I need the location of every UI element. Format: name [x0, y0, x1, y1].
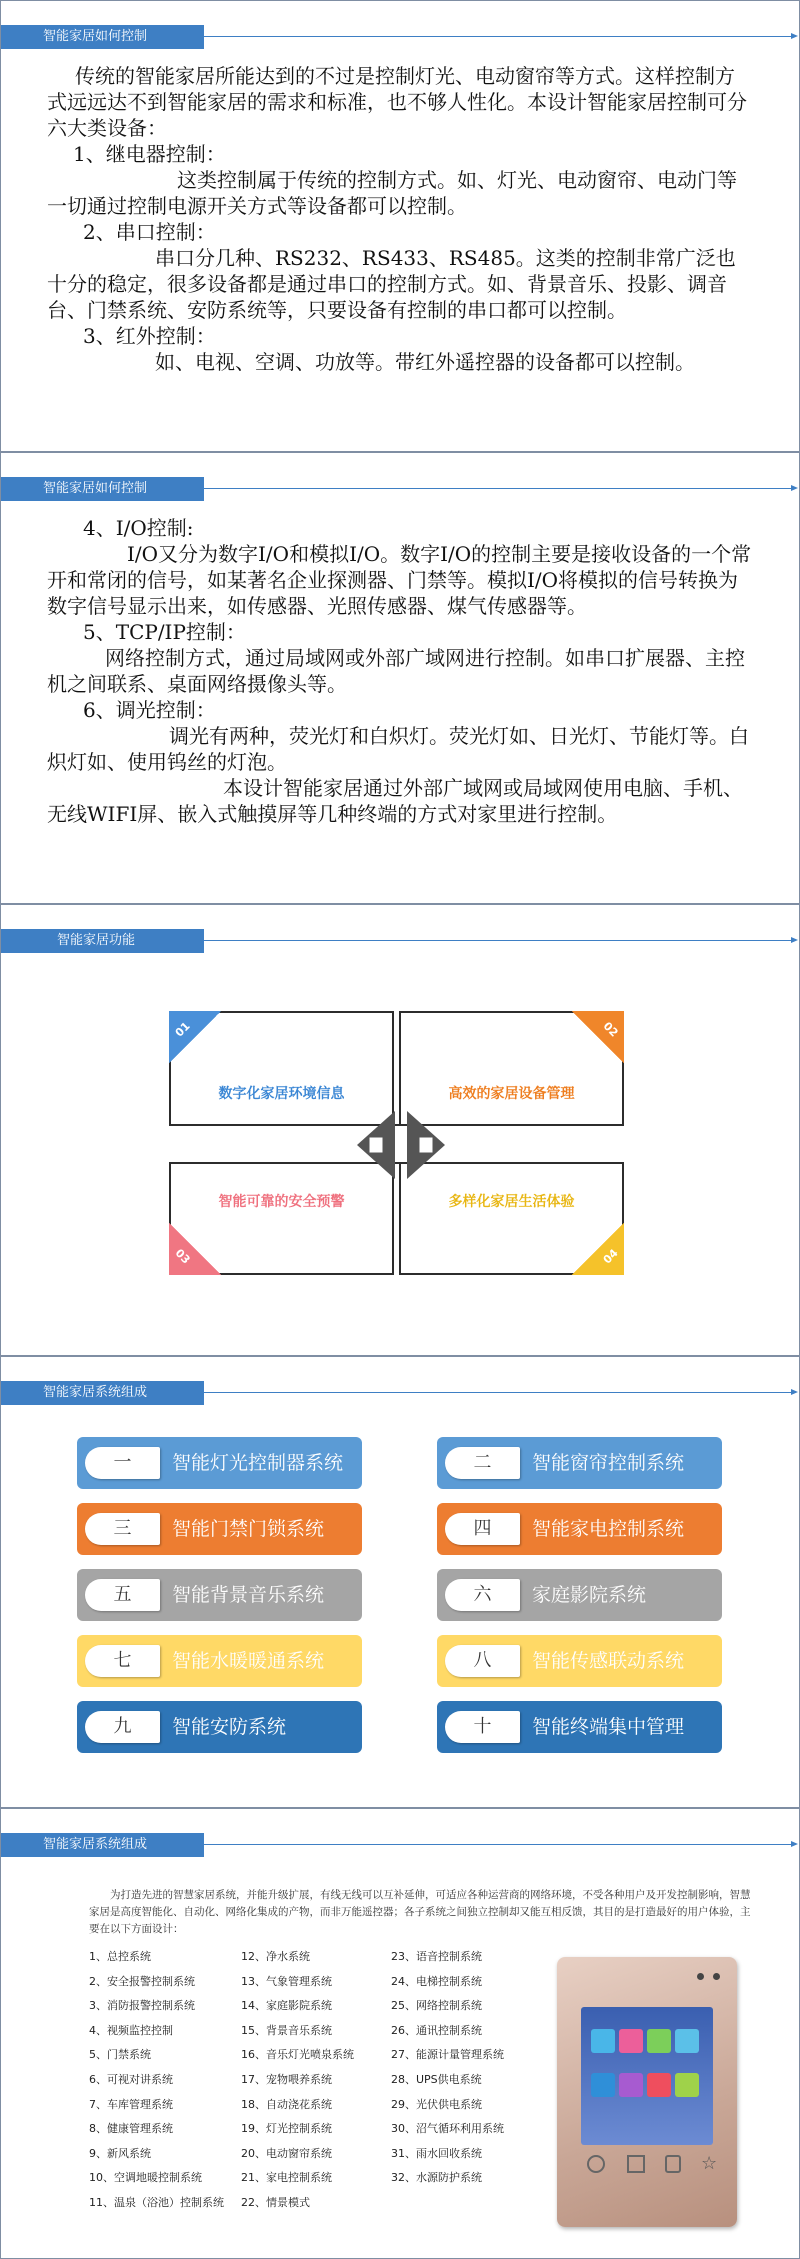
system-item-3 [77, 1503, 362, 1555]
list-item: 30、沼气循环利用系统 [391, 2122, 504, 2136]
system-item-5 [77, 1569, 362, 1621]
heading-relay: 1、继电器控制： [73, 142, 226, 166]
header-rule [204, 488, 792, 489]
list-item: 20、电动窗帘系统 [241, 2146, 332, 2160]
feature-list-col2 [241, 1945, 354, 2216]
center-diamonds [351, 1095, 451, 1195]
item-name: 智能终端集中管理 [532, 1716, 685, 1738]
system-item-7 [77, 1635, 362, 1687]
slide-title: 智能家居如何控制 [1, 477, 204, 501]
item-name: 智能家电控制系统 [532, 1518, 685, 1540]
system-item-10 [437, 1701, 722, 1753]
item-number: 九 [85, 1711, 160, 1743]
list-item: 24、电梯控制系统 [391, 1974, 482, 1988]
heading-dimming: 6、调光控制： [83, 698, 216, 722]
card-number: 01 [172, 1019, 193, 1040]
list-item: 14、家庭影院系统 [241, 1999, 332, 2013]
card-label: 高效的家居设备管理 [448, 1086, 575, 1102]
heading-serial: 2、串口控制： [83, 220, 216, 244]
slide-header [1, 1381, 800, 1405]
list-item: 28、UPS供电系统 [391, 2072, 482, 2086]
list-item: 15、背景音乐系统 [241, 2023, 332, 2037]
number-corner [169, 1011, 221, 1063]
slide-title: 智能家居系统组成 [1, 1833, 204, 1857]
header-rule [204, 1844, 792, 1845]
item-number: 七 [85, 1645, 160, 1677]
card-number: 02 [600, 1019, 621, 1040]
list-item: 5、门禁系统 [89, 2048, 151, 2062]
system-item-8 [437, 1635, 722, 1687]
list-item: 12、净水系统 [241, 1950, 310, 1963]
slide-title: 智能家居如何控制 [1, 25, 204, 49]
card-number: 04 [600, 1246, 621, 1267]
list-item: 11、温泉（浴池）控制系统 [89, 2195, 224, 2209]
slide-title: 智能家居功能 [1, 929, 204, 953]
list-item: 8、健康管理系统 [89, 2122, 173, 2136]
list-item: 27、能源计量管理系统 [391, 2048, 504, 2062]
heading-tcpip: 5、TCP/IP控制： [83, 620, 246, 644]
feature-list-col3 [391, 1945, 504, 2191]
item-name: 智能窗帘控制系统 [532, 1452, 685, 1474]
slide-title: 智能家居系统组成 [1, 1381, 204, 1405]
list-item: 3、消防报警控制系统 [89, 1999, 195, 2013]
item-number: 一 [85, 1447, 160, 1479]
slide-functions [0, 904, 800, 1356]
slide-system-composition [0, 1356, 800, 1808]
item-name: 智能传感联动系统 [532, 1650, 685, 1672]
item-name: 智能背景音乐系统 [172, 1584, 325, 1606]
list-item: 10、空调地暖控制系统 [89, 2171, 202, 2185]
star-icon: ☆ [701, 2153, 718, 2174]
item-number: 八 [445, 1645, 520, 1677]
heading-io: 4、I/O控制: [83, 516, 194, 540]
list-item: 4、视频监控控制 [89, 2023, 173, 2037]
paragraph: I/O又分为数字I/O和模拟I/O。数字I/O的控制主要是接收设备的一个常开和常闭的信号，如某著名企业探测器、门禁等。模拟I/O将模拟的信号转换为数字信号显示出来，如传感器、光照传感器、煤气传感器等。 [47, 542, 752, 618]
feature-list-col1 [89, 1945, 224, 2216]
paragraph: 网络控制方式，通过局域网或外部广域网进行控制。如串口扩展器、主控机之间联系、桌面网络摄像头等。 [47, 646, 745, 696]
slide-header [1, 477, 800, 501]
panel-screen [581, 2007, 713, 2145]
heading-infrared: 3、红外控制： [83, 324, 216, 348]
item-number: 二 [445, 1447, 520, 1479]
body-text [47, 515, 753, 827]
home-icon [591, 2029, 615, 2053]
panel-dot [697, 1973, 704, 1980]
item-number: 三 [85, 1513, 160, 1545]
paragraph: 这类控制属于传统的控制方式。如、灯光、电动窗帘、电动门等一切通过控制电源开关方式等设备都可以控制。 [47, 168, 737, 218]
card-label: 智能可靠的安全预警 [218, 1194, 345, 1210]
list-item: 7、车库管理系统 [89, 2097, 173, 2111]
system-item-9 [77, 1701, 362, 1753]
list-item: 6、可视对讲系统 [89, 2072, 173, 2086]
books-icon [675, 2029, 699, 2053]
slide-control-methods-1 [0, 0, 800, 452]
list-item: 31、雨水回收系统 [391, 2146, 482, 2160]
system-item-6 [437, 1569, 722, 1621]
sofa-icon [647, 2029, 671, 2053]
list-item: 13、气象管理系统 [241, 1974, 332, 1988]
header-rule [204, 36, 792, 37]
lamp-icon [591, 2073, 615, 2097]
lock-icon [665, 2155, 681, 2173]
list-item: 17、宠物喂养系统 [241, 2072, 332, 2086]
slide-control-methods-2 [0, 452, 800, 904]
control-panel-image [557, 1957, 737, 2227]
slide-header [1, 25, 800, 49]
list-item: 22、情景模式 [241, 2195, 310, 2209]
item-number: 六 [445, 1579, 520, 1611]
system-item-4 [437, 1503, 722, 1555]
plus-icon [675, 2073, 699, 2097]
item-name: 智能灯光控制器系统 [172, 1452, 344, 1474]
card-label: 多样化家居生活体验 [448, 1194, 575, 1210]
paragraph: 串口分几种、RS232、RS433、RS485。这类的控制非常广泛也十分的稳定，很多设备都是通过串口的控制方式。如、背景音乐、投影、调音台、门禁系统、安防系统等，只要设备有控制的串口都可以控制。 [47, 246, 736, 322]
list-item: 32、水源防护系统 [391, 2171, 482, 2185]
slide-header [1, 929, 800, 953]
number-corner [572, 1011, 624, 1063]
item-number: 十 [445, 1711, 520, 1743]
paragraph: 传统的智能家居所能达到的不过是控制灯光、电动窗帘等方式。这样控制方式远远达不到智能家居的需求和标准，也不够人性化。本设计智能家居控制可分六大类设备： [47, 64, 747, 140]
header-rule [204, 1392, 792, 1393]
item-name: 家庭影院系统 [532, 1584, 647, 1606]
car-icon [647, 2073, 671, 2097]
item-number: 五 [85, 1579, 160, 1611]
number-corner [169, 1223, 221, 1275]
panel-dot [713, 1973, 720, 1980]
list-item: 18、自动浇花系统 [241, 2097, 332, 2111]
list-item: 16、音乐灯光喷泉系统 [241, 2048, 354, 2062]
paragraph: 如、电视、空调、功放等。带红外遥控器的设备都可以控制。 [155, 350, 695, 374]
list-item: 9、新风系统 [89, 2146, 151, 2160]
paragraph: 本设计智能家居通过外部广域网或局域网使用电脑、手机、无线WIFI屏、嵌入式触摸屏等几种终端的方式对家里进行控制。 [47, 776, 743, 826]
list-item: 2、安全报警控制系统 [89, 1974, 195, 1988]
item-name: 智能门禁门锁系统 [172, 1518, 325, 1540]
number-corner [572, 1223, 624, 1275]
item-number: 四 [445, 1513, 520, 1545]
bulb-icon [587, 2155, 605, 2173]
item-name: 智能水暖暖通系统 [172, 1650, 325, 1672]
tools-icon [619, 2073, 643, 2097]
intro-text: 为打造先进的智慧家居系统，并能升级扩展，有线无线可以互补延伸，可适应各种运营商的网络环境，不受各种用户及开发控制影响，智慧家居是高度智能化、自动化、网络化集成的产物，而非万能遥控器；各子系统之间独立控制却又能互相反馈，其目的是打造最好的用户体验，主要在以下方面设计： [89, 1889, 751, 1935]
list-item: 25、网络控制系统 [391, 1999, 482, 2013]
slide-system-composition-detail [0, 1808, 800, 2259]
card-number: 03 [172, 1246, 193, 1267]
body-text [47, 63, 753, 375]
list-item: 19、灯光控制系统 [241, 2122, 332, 2136]
list-item: 23、语音控制系统 [391, 1950, 482, 1963]
list-item: 26、通讯控制系统 [391, 2023, 482, 2037]
list-item: 21、家电控制系统 [241, 2171, 332, 2185]
item-name: 智能安防系统 [172, 1716, 287, 1738]
header-rule [204, 940, 792, 941]
system-item-1 [77, 1437, 362, 1489]
paragraph: 调光有两种，荧光灯和白炽灯。荧光灯如、日光灯、节能灯等。白炽灯如、使用钨丝的灯泡。 [47, 724, 749, 774]
card-label: 数字化家居环境信息 [218, 1086, 345, 1102]
system-item-2 [437, 1437, 722, 1489]
list-item: 29、光伏供电系统 [391, 2097, 482, 2111]
list-item: 1、总控系统 [89, 1950, 151, 1963]
slide-header [1, 1833, 800, 1857]
home-button-icon [627, 2155, 645, 2173]
bed-icon [619, 2029, 643, 2053]
